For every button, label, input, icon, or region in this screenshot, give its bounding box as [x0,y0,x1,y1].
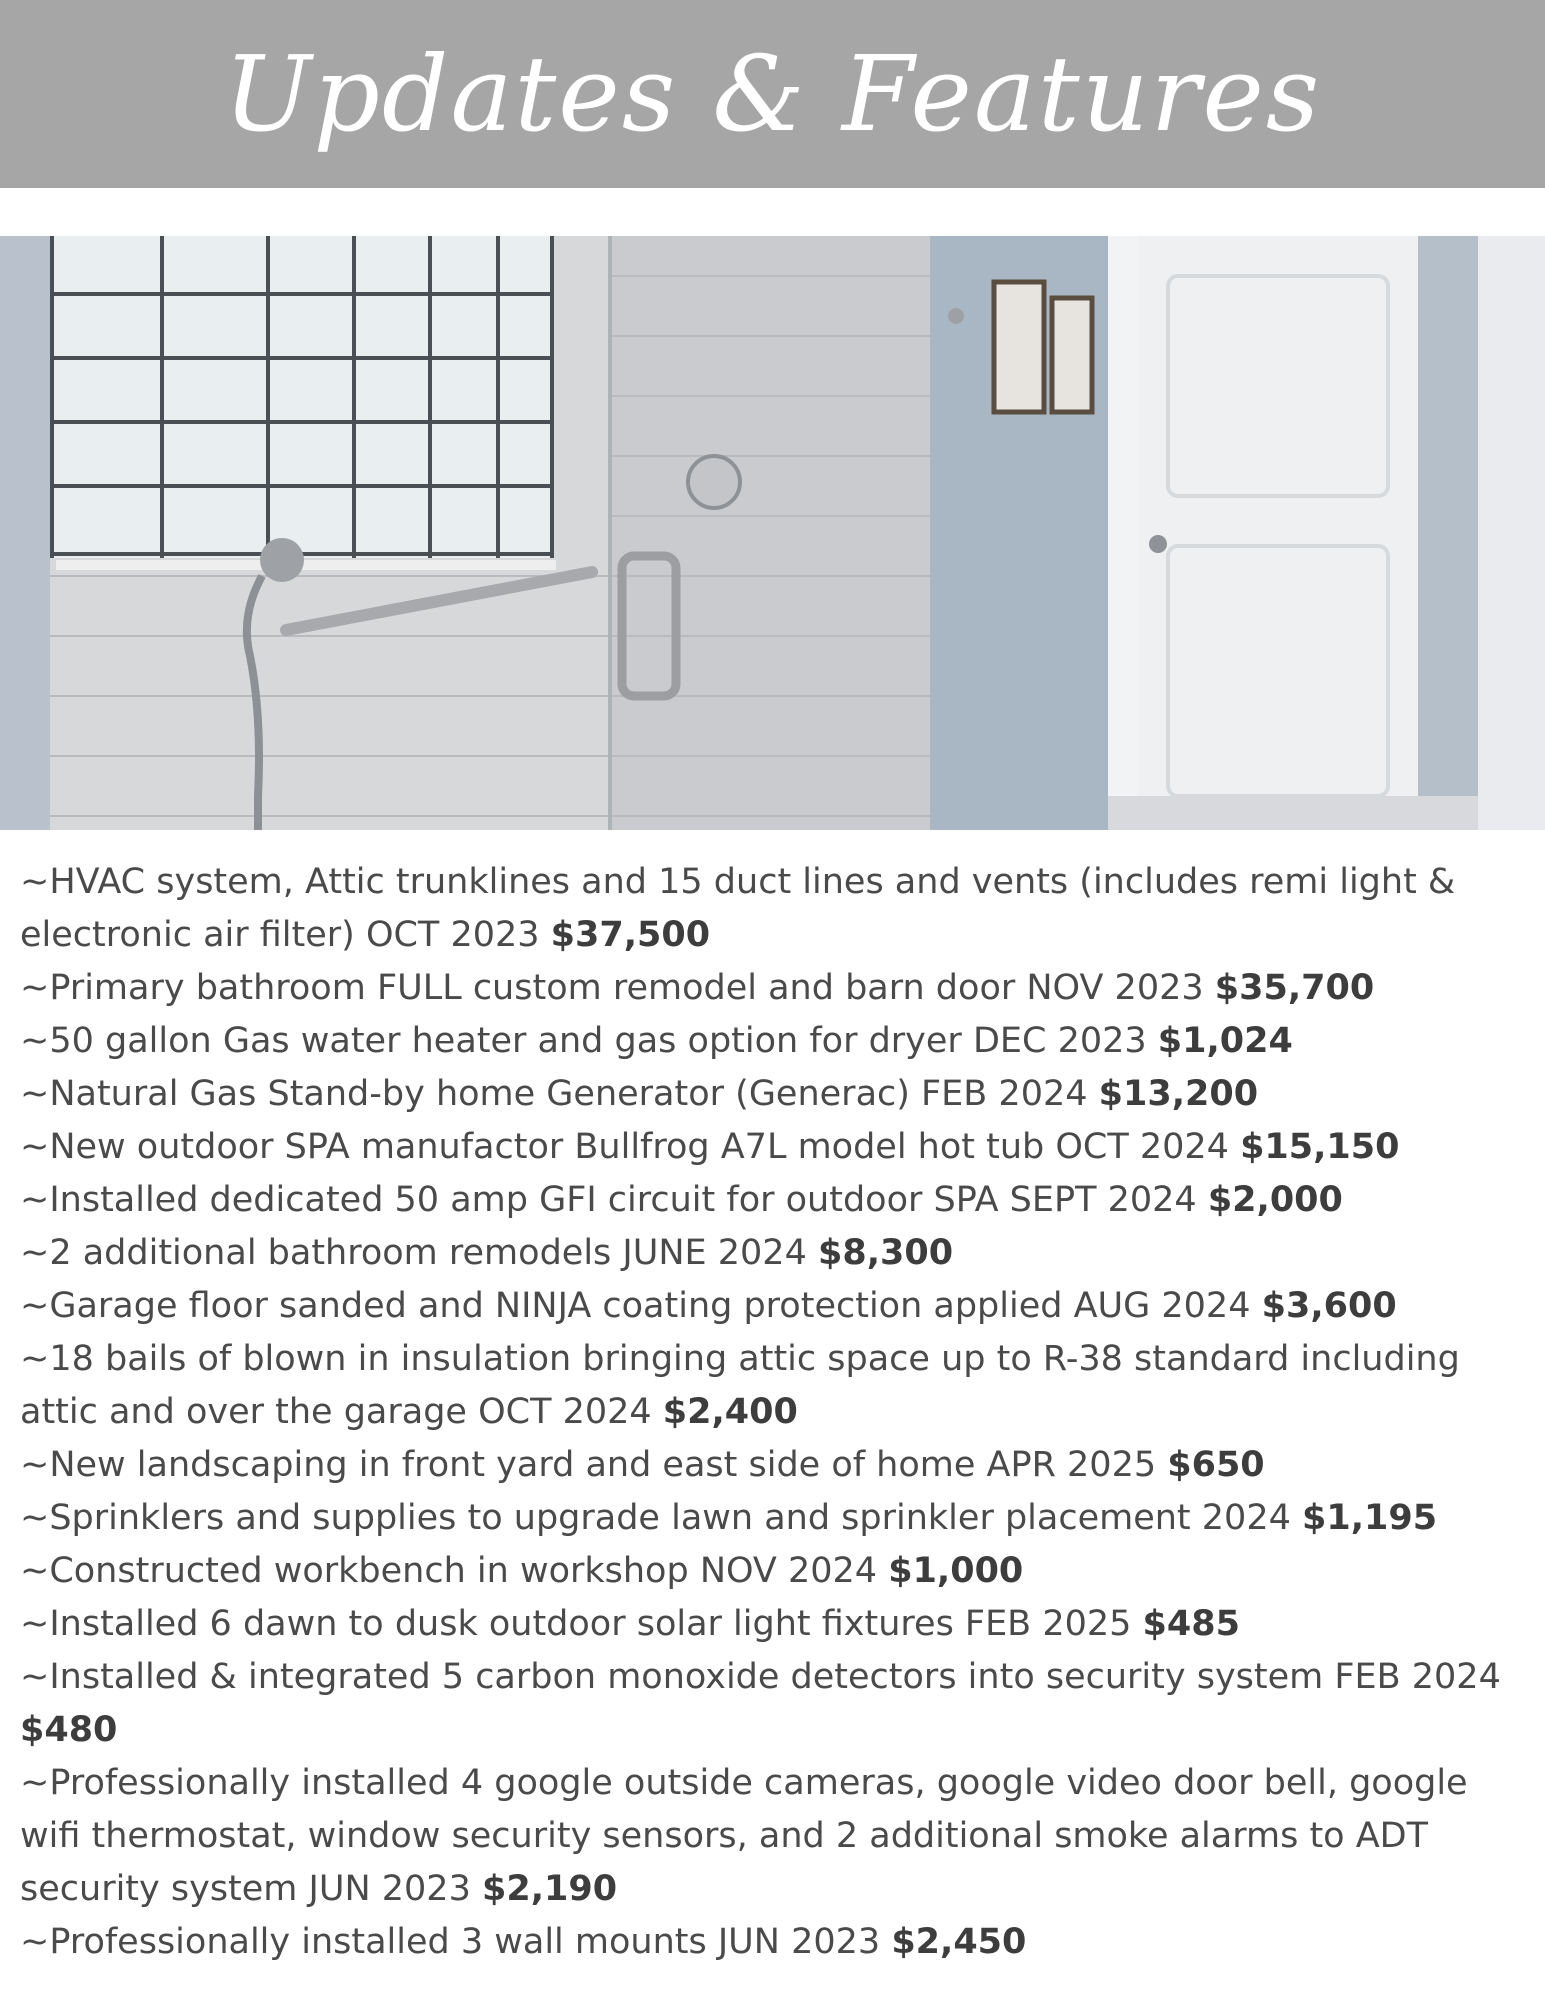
item-text: ~Sprinklers and supplies to upgrade lawn and sprinkler placement 2024 [20,1498,1291,1538]
item-text: ~New landscaping in front yard and east side of home APR 2025 [20,1445,1157,1485]
item-price: $37,500 [550,915,711,955]
updates-list [20,856,1530,1969]
item-price: $1,024 [1157,1021,1293,1061]
item-text: ~Installed 6 dawn to dusk outdoor solar light fixtures FEB 2025 [20,1604,1132,1644]
list-item [20,1280,1530,1333]
item-text: ~Installed dedicated 50 amp GFI circuit for outdoor SPA SEPT 2024 [20,1180,1197,1220]
item-price: $485 [1142,1604,1240,1644]
item-text: ~Installed & integrated 5 carbon monoxide detectors into security system FEB 2024 [20,1657,1501,1697]
item-text: ~2 additional bathroom remodels JUNE 2024 [20,1233,807,1273]
item-price: $1,000 [888,1551,1024,1591]
list-item [20,1916,1530,1969]
list-item [20,1333,1530,1439]
list-item [20,1598,1530,1651]
list-item [20,1121,1530,1174]
item-text: ~Natural Gas Stand-by home Generator (Generac) FEB 2024 [20,1074,1088,1114]
bathroom-photo [0,236,1545,830]
list-item [20,1227,1530,1280]
item-text: ~Garage floor sanded and NINJA coating protection applied AUG 2024 [20,1286,1251,1326]
item-text: ~18 bails of blown in insulation bringing attic space up to R-38 standard including attic and over the garage OCT 2024 [20,1339,1460,1432]
header-banner [0,0,1545,188]
item-price: $650 [1167,1445,1265,1485]
item-price: $2,190 [482,1869,618,1909]
list-item [20,1492,1530,1545]
list-item [20,856,1530,962]
item-text: ~Professionally installed 4 google outside cameras, google video door bell, google wifi thermostat, window security sensors, and 2 additional smoke alarms to ADT security system JUN 2023 [20,1763,1468,1909]
list-item [20,1439,1530,1492]
item-text: ~Primary bathroom FULL custom remodel and barn door NOV 2023 [20,968,1204,1008]
list-item [20,1068,1530,1121]
item-text: ~New outdoor SPA manufactor Bullfrog A7L model hot tub OCT 2024 [20,1127,1229,1167]
item-price: $480 [20,1710,118,1750]
item-price: $2,000 [1207,1180,1343,1220]
page-title: Updates & Features [223,33,1322,155]
item-text: ~Professionally installed 3 wall mounts JUN 2023 [20,1922,881,1962]
item-price: $1,195 [1302,1498,1438,1538]
list-item [20,1545,1530,1598]
item-price: $35,700 [1214,968,1375,1008]
item-price: $15,150 [1240,1127,1400,1167]
list-item [20,962,1530,1015]
item-price: $3,600 [1261,1286,1397,1326]
item-text: ~HVAC system, Attic trunklines and 15 duct lines and vents (includes remi light & electronic air filter) OCT 2023 [20,862,1456,955]
item-text: ~Constructed workbench in workshop NOV 2024 [20,1551,878,1591]
item-price: $2,400 [662,1392,798,1432]
list-item [20,1651,1530,1757]
list-item [20,1757,1530,1916]
item-price: $8,300 [817,1233,954,1273]
item-text: ~50 gallon Gas water heater and gas option for dryer DEC 2023 [20,1021,1147,1061]
list-item [20,1015,1530,1068]
item-price: $13,200 [1098,1074,1259,1114]
list-item [20,1174,1530,1227]
item-price: $2,450 [891,1922,1027,1962]
